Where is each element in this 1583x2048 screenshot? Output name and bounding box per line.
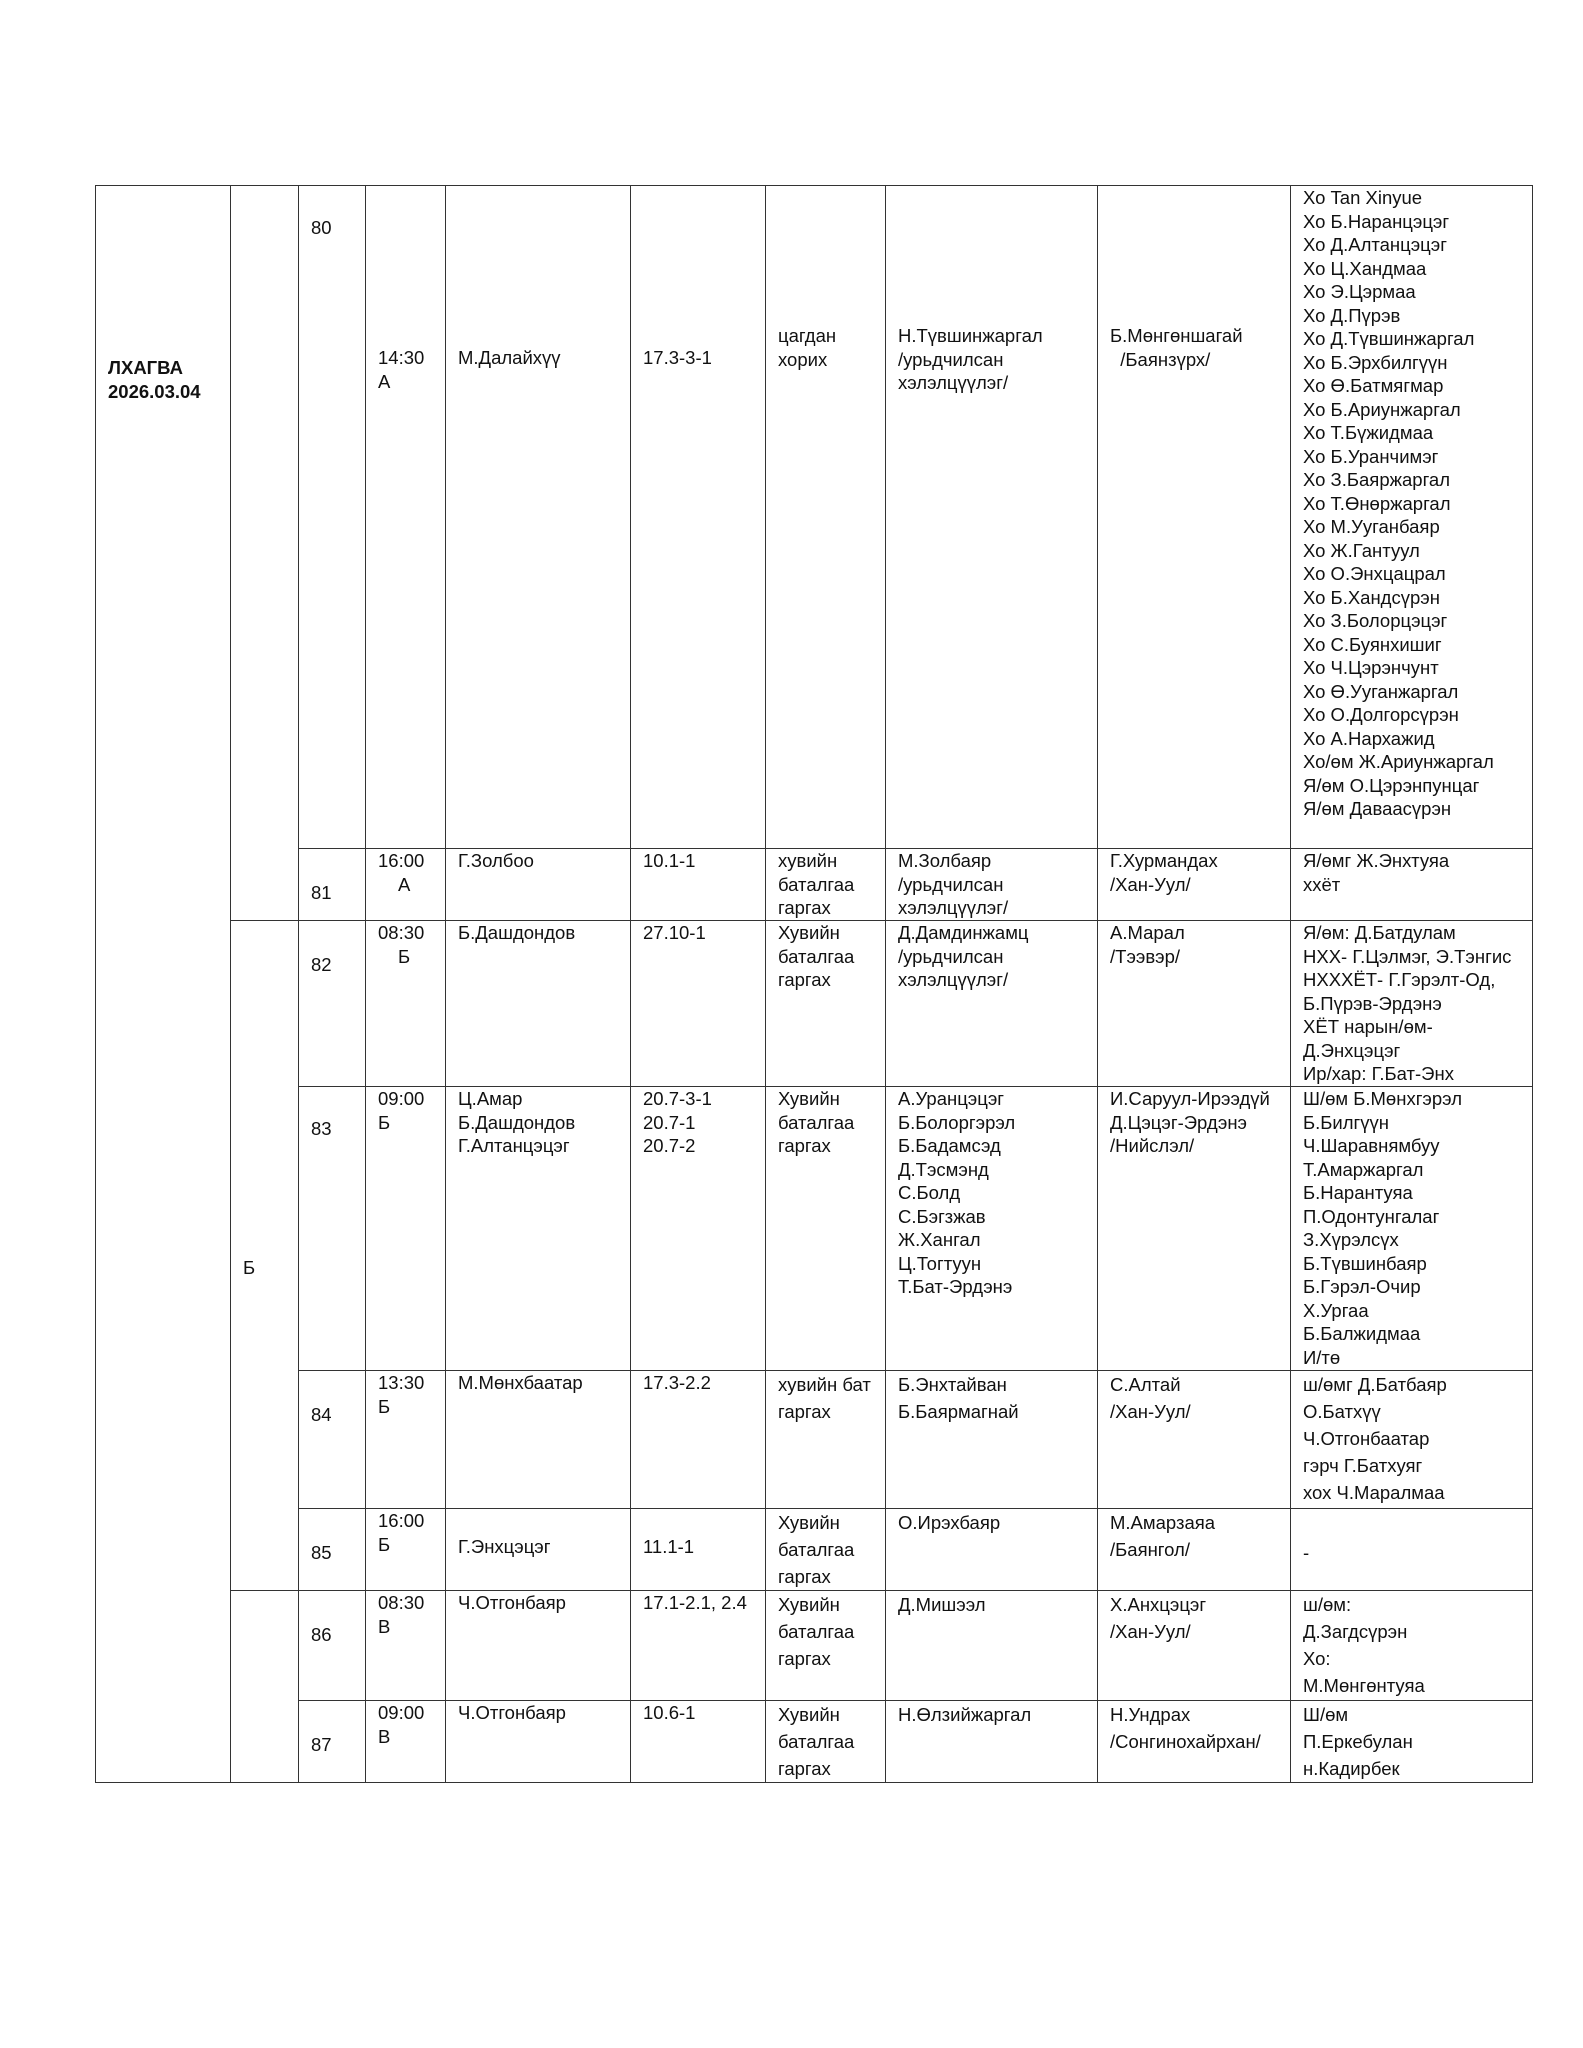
article-cell — [630, 1508, 766, 1591]
lawyer-cell — [1097, 848, 1291, 921]
matter-text: гаргах — [778, 1135, 831, 1156]
prosecutor-cell — [885, 1370, 1098, 1509]
prosecutor-name: хэлэлцүүлэг/ — [898, 372, 1009, 393]
day-cell — [95, 185, 231, 1783]
prosecutor-name: Н.Түвшинжаргал — [898, 325, 1043, 346]
courtroom: В — [378, 1615, 391, 1637]
prosecutor-name: хэлэлцүүлэг/ — [898, 897, 1009, 918]
participant-name: Я/өмг Ж.Энхтуяа — [1303, 850, 1450, 871]
matter-text: гаргах — [778, 1758, 831, 1779]
participant-name: Б.Пүрэв-Эрдэнэ — [1303, 992, 1442, 1014]
prosecutor-cell — [885, 1508, 1098, 1591]
matter-text: гаргах — [778, 897, 831, 918]
prosecutor-cell — [885, 1590, 1098, 1701]
participant-name: гэрч Г.Батхуяг — [1303, 1455, 1423, 1476]
prosecutor-cell — [885, 1086, 1098, 1371]
matter-text: Хувийн — [778, 1594, 840, 1615]
participant-name: Хо Ө.Батмягмар — [1303, 375, 1444, 396]
courtroom: Б — [398, 945, 411, 967]
prosecutor-name: /урьдчилсан — [898, 945, 1004, 967]
participant-name: Хо А.Нархажид — [1303, 727, 1435, 749]
prosecutor-name: /урьдчилсан — [898, 873, 1004, 895]
prosecutor-name: Ц.Тогтуун — [898, 1252, 982, 1274]
article-code: 17.3-3-1 — [643, 347, 712, 368]
article-code: 27.10-1 — [643, 922, 706, 943]
hearing-time: 08:30 — [378, 1592, 425, 1613]
participant-name: Хо З.Баяржаргал — [1303, 469, 1450, 490]
participants-cell — [1290, 185, 1533, 849]
article-code: 20.7-2 — [643, 1135, 696, 1156]
matter-text: гаргах — [778, 1566, 831, 1587]
participant-name: ххёт — [1303, 873, 1341, 895]
article-cell — [630, 1590, 766, 1701]
prosecutor-name: А.Уранцэцэг — [898, 1088, 1005, 1109]
judge-name: Г.Золбоо — [458, 850, 534, 871]
courtroom: Б — [378, 1395, 391, 1417]
participant-name: Б.Билгүүн — [1303, 1111, 1390, 1133]
matter-text: гаргах — [778, 1401, 831, 1422]
prosecutor-name: хэлэлцүүлэг/ — [898, 969, 1009, 990]
participant-name: П.Одонтунгалаг — [1303, 1205, 1440, 1227]
matter-text: баталгаа — [778, 1621, 855, 1642]
participant-name: Б.Нарантуяа — [1303, 1182, 1413, 1203]
row-number: 84 — [311, 1404, 332, 1425]
lawyer-cell — [1097, 1370, 1291, 1509]
participant-name: ХЁТ нарын/өм- — [1303, 1016, 1433, 1037]
row-number-cell — [298, 1590, 366, 1701]
article-cell — [630, 1086, 766, 1371]
matter-cell — [765, 185, 886, 849]
weekday: ЛХАГВА — [108, 357, 183, 378]
lawyer-cell — [1097, 1508, 1291, 1591]
lawyer-name: Б.Мөнгөншагай — [1110, 325, 1243, 346]
lawyer-name: Х.Анхцэцэг — [1110, 1594, 1207, 1615]
lawyer-name: Д.Цэцэг-Эрдэнэ — [1110, 1111, 1247, 1133]
lawyer-cell — [1097, 1086, 1291, 1371]
time-cell — [365, 1508, 446, 1591]
participants-cell — [1290, 1700, 1533, 1783]
participant-name: Хо Ч.Цэрэнчунт — [1303, 657, 1439, 678]
time-cell — [365, 920, 446, 1087]
judge-cell — [445, 1590, 631, 1701]
time-cell — [365, 1590, 446, 1701]
matter-text: баталгаа — [778, 1111, 855, 1133]
article-cell — [630, 920, 766, 1087]
lawyer-cell — [1097, 1700, 1291, 1783]
participant-name: Б.Гэрэл-Очир — [1303, 1276, 1421, 1297]
participant-name: Хо Tan Xinyue — [1303, 187, 1423, 208]
judge-cell — [445, 1086, 631, 1371]
lawyer-name: Г.Хурмандах — [1110, 850, 1218, 871]
matter-cell — [765, 1700, 886, 1783]
matter-cell — [765, 1086, 886, 1371]
hearing-time: 13:30 — [378, 1372, 425, 1393]
matter-cell — [765, 1590, 886, 1701]
participants-cell — [1290, 1590, 1533, 1701]
participant-name: Ч.Шаравнямбуу — [1303, 1135, 1440, 1156]
judge-name: Б.Дашдондов — [458, 922, 576, 943]
participant-name: Я/өм Даваасүрэн — [1303, 798, 1452, 819]
row-number-cell — [298, 848, 366, 921]
participant-name: Хо Д.Пүрэв — [1303, 304, 1401, 326]
prosecutor-name: Т.Бат-Эрдэнэ — [898, 1276, 1013, 1297]
group-cell — [230, 920, 299, 1591]
participant-name: Хо З.Болорцэцэг — [1303, 610, 1448, 631]
judge-cell — [445, 1700, 631, 1783]
participant-name: н.Кадирбек — [1303, 1758, 1400, 1779]
participant-name: Хо Ж.Гантуул — [1303, 539, 1420, 561]
prosecutor-name: Б.Баярмагнай — [898, 1401, 1019, 1422]
group-label: Б — [243, 1257, 256, 1278]
prosecutor-name: Д.Тэсмэнд — [898, 1158, 989, 1180]
row-number-cell — [298, 1370, 366, 1509]
participant-name: Хо Д.Алтанцэцэг — [1303, 234, 1447, 255]
matter-text: хорих — [778, 348, 828, 370]
participant-name: Х.Ургаа — [1303, 1299, 1369, 1321]
participant-name: Хо Т.Өнөржаргал — [1303, 492, 1451, 514]
participant-name: Я/өм: Д.Батдулам — [1303, 922, 1456, 943]
matter-text: хувийн бат — [778, 1374, 871, 1395]
participant-name: Хо Т.Бүжидмаа — [1303, 422, 1434, 443]
courtroom: В — [378, 1725, 391, 1747]
row-number-cell — [298, 1086, 366, 1371]
article-code: 10.6-1 — [643, 1702, 696, 1723]
prosecutor-name: С.Бэгзжав — [898, 1205, 986, 1227]
prosecutor-cell — [885, 848, 1098, 921]
lawyer-cell — [1097, 1590, 1291, 1701]
hearing-time: 09:00 — [378, 1088, 425, 1109]
participant-name: Б.Түвшинбаяр — [1303, 1252, 1427, 1274]
participant-name: Ш/өм Б.Мөнхгэрэл — [1303, 1088, 1462, 1109]
hearing-time: 08:30 — [378, 922, 425, 943]
lawyer-name: А.Марал — [1110, 922, 1185, 943]
lawyer-name: /Тээвэр/ — [1110, 945, 1181, 967]
participant-name: - — [1303, 1542, 1310, 1563]
courtroom: Б — [378, 1533, 391, 1555]
participants-cell — [1290, 848, 1533, 921]
lawyer-cell — [1097, 185, 1291, 849]
participant-name: Хо Д.Түвшинжаргал — [1303, 328, 1475, 349]
participant-name: ш/өмг Д.Батбаяр — [1303, 1374, 1447, 1395]
matter-text: баталгаа — [778, 1731, 855, 1752]
participant-name: Ч.Отгонбаатар — [1303, 1428, 1430, 1449]
prosecutor-name: Б.Болоргэрэл — [898, 1111, 1016, 1133]
participant-name: Хо О.Долгорсүрэн — [1303, 704, 1459, 725]
participant-name: Хо/өм Ж.Ариунжаргал — [1303, 751, 1494, 772]
judge-name: Ц.Амар — [458, 1088, 523, 1109]
prosecutor-name: Д.Мишээл — [898, 1594, 986, 1615]
group-cell — [230, 185, 299, 921]
participant-name: Хо Б.Эрхбилгүүн — [1303, 351, 1448, 373]
article-cell — [630, 848, 766, 921]
hearing-time: 16:00 — [378, 1510, 425, 1531]
courtroom: Б — [378, 1111, 391, 1133]
row-number-cell — [298, 185, 366, 849]
participant-name: Хо: — [1303, 1648, 1331, 1669]
time-cell — [365, 1700, 446, 1783]
participant-name: И/тө — [1303, 1346, 1341, 1368]
article-code: 17.1-2.1, 2.4 — [643, 1592, 747, 1613]
participant-name: Хо С.Буянхишиг — [1303, 633, 1442, 655]
prosecutor-name: М.Золбаяр — [898, 850, 992, 871]
prosecutor-name: /урьдчилсан — [898, 348, 1004, 370]
participant-name: Ир/хар: Г.Бат-Энх — [1303, 1063, 1454, 1084]
prosecutor-cell — [885, 920, 1098, 1087]
matter-text: гаргах — [778, 969, 831, 990]
participant-name: Хо Ц.Хандмаа — [1303, 257, 1427, 279]
participants-cell — [1290, 1508, 1533, 1591]
lawyer-name: /Нийслэл/ — [1110, 1135, 1195, 1156]
courtroom: А — [378, 370, 391, 392]
prosecutor-cell — [885, 185, 1098, 849]
participants-cell — [1290, 920, 1533, 1087]
lawyer-name: /Хан-Уул/ — [1110, 1621, 1191, 1642]
participant-name: Д.Энхцэцэг — [1303, 1039, 1401, 1061]
participant-name: М.Мөнгөнтуяа — [1303, 1675, 1425, 1696]
participant-name: П.Еркебулан — [1303, 1731, 1413, 1752]
lawyer-name: И.Саруул-Ирээдүй — [1110, 1088, 1270, 1109]
lawyer-name: /Хан-Уул/ — [1110, 873, 1191, 895]
matter-text: Хувийн — [778, 922, 840, 943]
lawyer-name: С.Алтай — [1110, 1374, 1181, 1395]
row-number: 80 — [311, 217, 332, 238]
prosecutor-name: Н.Өлзийжаргал — [898, 1704, 1032, 1725]
row-number: 85 — [311, 1542, 332, 1563]
article-cell — [630, 185, 766, 849]
participants-cell — [1290, 1370, 1533, 1509]
lawyer-name: /Баянгол/ — [1110, 1539, 1190, 1560]
prosecutor-name: Б.Бадамсэд — [898, 1135, 1001, 1156]
judge-cell — [445, 920, 631, 1087]
article-code: 20.7-1 — [643, 1111, 696, 1133]
hearing-time: 09:00 — [378, 1702, 425, 1723]
article-code: 17.3-2.2 — [643, 1372, 711, 1393]
matter-text: баталгаа — [778, 945, 855, 967]
judge-name: М.Далайхүү — [458, 347, 561, 368]
matter-text: баталгаа — [778, 873, 855, 895]
lawyer-name: /Хан-Уул/ — [1110, 1401, 1191, 1422]
participants-cell — [1290, 1086, 1533, 1371]
participant-name: Хо Б.Наранцэцэг — [1303, 210, 1450, 232]
prosecutor-cell — [885, 1700, 1098, 1783]
participant-name: НХХ- Г.Цэлмэг, Э.Тэнгис — [1303, 945, 1512, 967]
participant-name: хох Ч.Маралмаа — [1303, 1482, 1445, 1503]
matter-cell — [765, 920, 886, 1087]
matter-cell — [765, 848, 886, 921]
time-cell — [365, 185, 446, 849]
participant-name: ш/өм: — [1303, 1594, 1352, 1615]
participant-name: Я/өм О.Цэрэнпунцаг — [1303, 774, 1480, 796]
participant-name: Хо Ө.Ууганжаргал — [1303, 680, 1459, 702]
participant-name: Хо Э.Цэрмаа — [1303, 281, 1416, 302]
judge-cell — [445, 848, 631, 921]
prosecutor-name: О.Ирэхбаяр — [898, 1512, 1001, 1533]
judge-cell — [445, 1508, 631, 1591]
hearing-time: 16:00 — [378, 850, 425, 871]
schedule-table — [95, 185, 1532, 1782]
matter-text: гаргах — [778, 1648, 831, 1669]
prosecutor-name: Б.Энхтайван — [898, 1374, 1007, 1395]
article-cell — [630, 1370, 766, 1509]
prosecutor-name: Д.Дамдинжамц — [898, 922, 1029, 943]
participant-name: Ш/өм — [1303, 1704, 1349, 1725]
lawyer-name: /Сонгинохайрхан/ — [1110, 1731, 1261, 1752]
date: 2026.03.04 — [108, 380, 201, 402]
matter-text: Хувийн — [778, 1704, 840, 1725]
row-number-cell — [298, 1700, 366, 1783]
row-number: 81 — [311, 882, 332, 903]
judge-name: Г.Энхцэцэг — [458, 1536, 551, 1557]
participant-name: НХХХЁТ- Г.Гэрэлт-Од, — [1303, 969, 1496, 990]
prosecutor-name: С.Болд — [898, 1182, 961, 1203]
judge-name: Б.Дашдондов — [458, 1111, 576, 1133]
participant-name: Т.Амаржаргал — [1303, 1158, 1424, 1180]
matter-cell — [765, 1508, 886, 1591]
participant-name: Хо Б.Хандсүрэн — [1303, 586, 1440, 608]
judge-name: Ч.Отгонбаяр — [458, 1592, 566, 1613]
participant-name: Хо М.Ууганбаяр — [1303, 516, 1440, 537]
participant-name: Д.Загдсүрэн — [1303, 1621, 1408, 1642]
row-number: 86 — [311, 1624, 332, 1645]
group-cell — [230, 1590, 299, 1783]
participant-name: Б.Балжидмаа — [1303, 1323, 1421, 1344]
lawyer-name: /Баянзүрх/ — [1110, 348, 1211, 370]
row-number: 87 — [311, 1734, 332, 1755]
time-cell — [365, 1086, 446, 1371]
time-cell — [365, 848, 446, 921]
participant-name: О.Батхүү — [1303, 1401, 1381, 1422]
judge-name: М.Мөнхбаатар — [458, 1372, 583, 1393]
lawyer-name: М.Амарзаяа — [1110, 1512, 1216, 1533]
row-number: 82 — [311, 954, 332, 975]
matter-text: цагдан — [778, 325, 837, 346]
judge-cell — [445, 1370, 631, 1509]
row-number-cell — [298, 1508, 366, 1591]
participant-name: Хо О.Энхцацрал — [1303, 563, 1446, 584]
matter-text: баталгаа — [778, 1539, 855, 1560]
participant-name: Хо Б.Ариунжаргал — [1303, 398, 1461, 420]
judge-name: Ч.Отгонбаяр — [458, 1702, 566, 1723]
matter-text: Хувийн — [778, 1088, 840, 1109]
time-cell — [365, 1370, 446, 1509]
hearing-time: 14:30 — [378, 347, 425, 368]
lawyer-name: Н.Ундрах — [1110, 1704, 1191, 1725]
article-code: 11.1-1 — [643, 1536, 695, 1557]
participant-name: Хо Б.Уранчимэг — [1303, 445, 1439, 467]
courtroom: А — [398, 873, 411, 895]
judge-cell — [445, 185, 631, 849]
matter-text: Хувийн — [778, 1512, 840, 1533]
article-code: 20.7-3-1 — [643, 1088, 712, 1109]
matter-text: хувийн — [778, 850, 838, 871]
row-number-cell — [298, 920, 366, 1087]
article-cell — [630, 1700, 766, 1783]
judge-name: Г.Алтанцэцэг — [458, 1135, 570, 1156]
lawyer-cell — [1097, 920, 1291, 1087]
participant-name: З.Хүрэлсүх — [1303, 1229, 1399, 1250]
day-label — [108, 356, 201, 403]
row-number: 83 — [311, 1118, 332, 1139]
prosecutor-name: Ж.Хангал — [898, 1229, 981, 1250]
matter-cell — [765, 1370, 886, 1509]
article-code: 10.1-1 — [643, 850, 696, 871]
